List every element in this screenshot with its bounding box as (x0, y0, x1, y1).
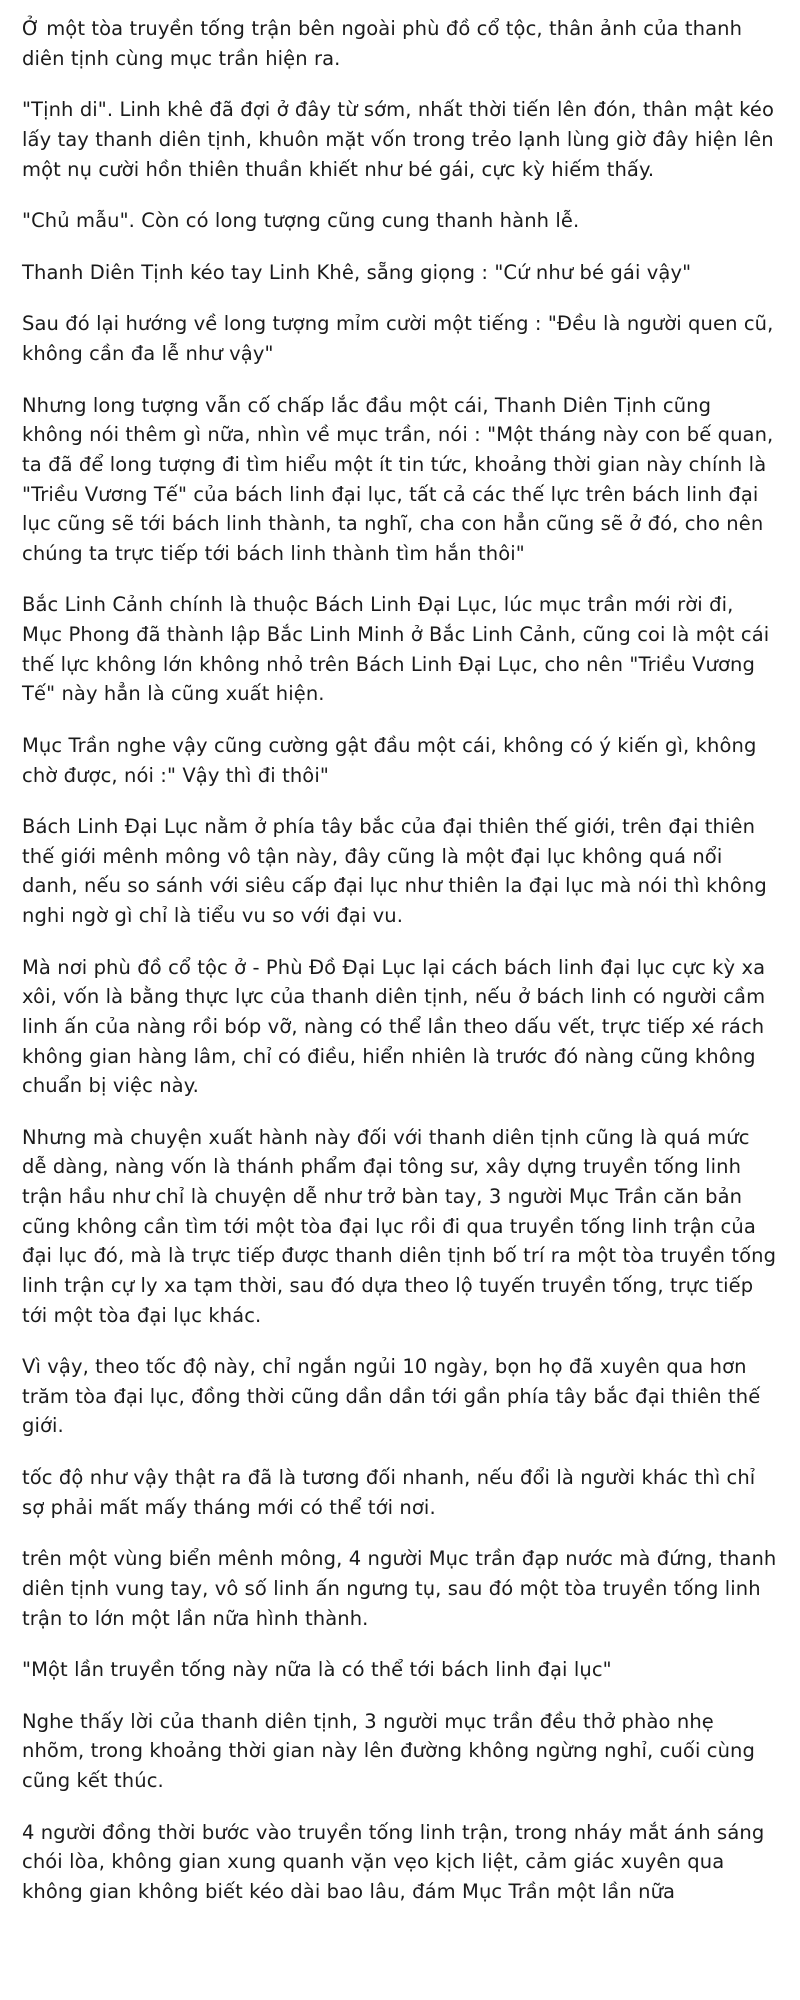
paragraph: Sau đó lại hướng về long tượng mỉm cười một tiếng : "Đều là người quen cũ, không cần đa lễ như vậy" (22, 312, 774, 365)
paragraph: Nhưng long tượng vẫn cố chấp lắc đầu một cái, Thanh Diên Tịnh cũng không nói thêm gì nữa, nhìn về mục trần, nói : "Một tháng này con bế quan, ta đã để long tượng đi tìm hiểu một ít tin tức, khoảng thời gian này chính là "Triều Vương Tế" của bách linh đại lục, tất cả các thế lực trên bách linh đại lục cũng sẽ tới bách linh thành, ta nghĩ, cha con hẳn cũng sẽ ở đó, cho nên chúng ta trực tiếp tới bách linh thành tìm hắn thôi" (22, 393, 774, 565)
paragraph: Bách Linh Đại Lục nằm ở phía tây bắc của đại thiên thế giới, trên đại thiên thế giới mênh mông vô tận này, đây cũng là một đại lục không quá nổi danh, nếu so sánh với siêu cấp đại lục như thiên la đại lục mà nói thì không nghi ngờ gì chỉ là tiểu vu so với đại vu. (22, 815, 767, 927)
paragraph: Nghe thấy lời của thanh diên tịnh, 3 người mục trần đều thở phào nhẹ nhõm, trong khoảng thời gian này lên đường không ngừng nghỉ, cuối cùng cũng kết thúc. (22, 1709, 755, 1792)
paragraph: Vì vậy, theo tốc độ này, chỉ ngắn ngủi 10 ngày, bọn họ đã xuyên qua hơn trăm tòa đại lục, đồng thời cũng dần dần tới gần phía tây bắc đại thiên thế giới. (22, 1355, 761, 1438)
paragraph: "Một lần truyền tống này nữa là có thể tới bách linh đại lục" (22, 1658, 612, 1682)
paragraph: "Chủ mẫu". Còn có long tượng cũng cung thanh hành lễ. (22, 209, 580, 233)
paragraph: Mục Trần nghe vậy cũng cường gật đầu một cái, không có ý kiến gì, không chờ được, nói :" Vậy thì đi thôi" (22, 733, 757, 787)
paragraph: Nhưng mà chuyện xuất hành này đối với thanh diên tịnh cũng là quá mức dễ dàng, nàng vốn là thánh phẩm đại tông sư, xây dựng truyền tống linh trận hầu như chỉ là chuyện dễ như trở bàn tay, 3 người Mục Trần căn bản cũng không cần tìm tới một tòa đại lục rồi đi qua truyền tống linh trận của đại lục đó, mà là trực tiếp được thanh diên tịnh bố trí ra một tòa truyền tống linh trận cự ly xa tạm thời, sau đó dựa theo lộ tuyến truyền tống, trực tiếp tới một tòa đại lục khác. (22, 1125, 777, 1327)
paragraph: trên một vùng biển mênh mông, 4 người Mục trần đạp nước mà đứng, thanh diên tịnh vung tay, vô số linh ấn ngưng tụ, sau đó một tòa truyền tống linh trận to lớn một lần nữa hình thành. (22, 1547, 777, 1630)
paragraph: Ở một tòa truyền tống trận bên ngoài phù đồ cổ tộc, thân ảnh của thanh diên tịnh cùng mục trần hiện ra. (22, 17, 743, 70)
paragraph: "Tịnh di". Linh khê đã đợi ở đây từ sớm, nhất thời tiến lên đón, thân mật kéo lấy tay thanh diên tịnh, khuôn mặt vốn trong trẻo lạnh lùng giờ đây hiện lên một nụ cười hồn thiên thuần khiết như bé gái, cực kỳ hiếm thấy. (22, 98, 774, 181)
paragraph: tốc độ như vậy thật ra đã là tương đối nhanh, nếu đổi là người khác thì chỉ sợ phải mất mấy tháng mới có thể tới nơi. (22, 1466, 756, 1519)
paragraph: Thanh Diên Tịnh kéo tay Linh Khê, sẵng giọng : "Cứ như bé gái vậy" (22, 260, 692, 284)
paragraph: Mà nơi phù đồ cổ tộc ở - Phù Đồ Đại Lục lại cách bách linh đại lục cực kỳ xa xôi, vốn là bằng thực lực của thanh diên tịnh, nếu ở bách linh có người cầm linh ấn của nàng rồi bóp vỡ, nàng có thể lần theo dấu vết, trực tiếp xé rách không gian hàng lâm, chỉ có điều, hiển nhiên là trước đó nàng cũng không chuẩn bị việc này. (22, 955, 766, 1098)
paragraph: 4 người đồng thời bước vào truyền tống linh trận, trong nháy mắt ánh sáng chói lòa, không gian xung quanh vặn vẹo kịch liệt, cảm giác xuyên qua không gian không biết kéo dài bao lâu, đám Mục Trần một lần nữa (22, 1820, 765, 1903)
paragraph: Bắc Linh Cảnh chính là thuộc Bách Linh Đại Lục, lúc mục trần mới rời đi, Mục Phong đã thành lập Bắc Linh Minh ở Bắc Linh Cảnh, cũng coi là một cái thế lực không lớn không nhỏ trên Bách Linh Đại Lục, cho nên "Triều Vương Tế" này hẳn là cũng xuất hiện. (22, 593, 770, 706)
